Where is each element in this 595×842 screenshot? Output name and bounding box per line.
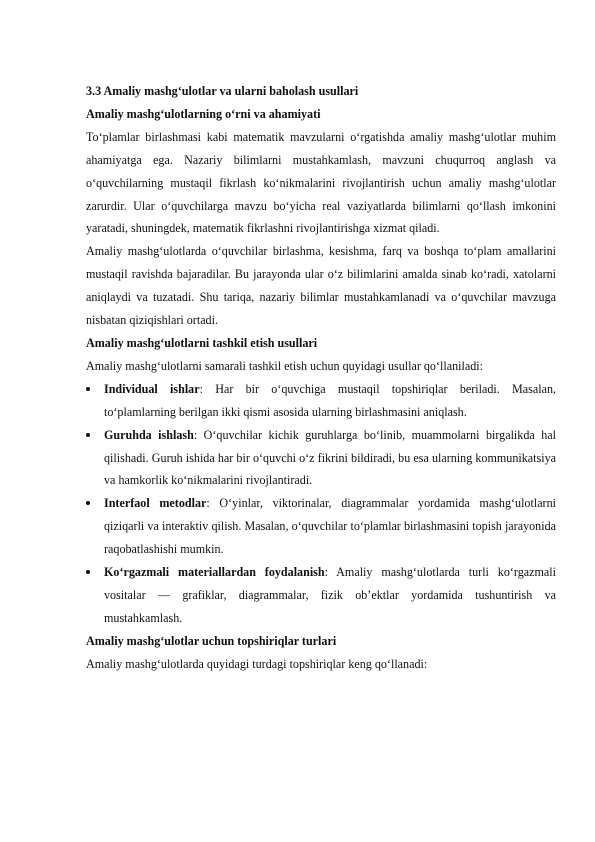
document-page xyxy=(86,80,556,676)
paragraph-operations: Amaliy mashg‘ulotlarda o‘quvchilar birlashma, kesishma, farq va boshqa to‘plam amallarini mustaqil ravishda bajaradilar. Bu jarayonda ular o‘z bilimlarini amalda sinab ko‘radi, xatolarni aniqlaydi va tuzatadi. Shu tariqa, nazariy bilimlar mustahkamlanadi va o‘quvchilar mavzuga nisbatan qiziqishlari ortadi. xyxy=(86,244,556,328)
subheading-role-importance: Amaliy mashg‘ulotlarning o‘rni va ahamiyati xyxy=(86,106,321,121)
methods-list xyxy=(86,378,556,630)
list-item-text: : Har bir o‘quvchiga mustaqil topshiriqlar beriladi. Masalan, to‘plamlarning berilgan ikki qismi asosida ularning birlashmasini aniqlash. xyxy=(104,381,557,419)
list-item-text: : O‘quvchilar kichik guruhlarga bo‘linib, muammolarni birgalikda hal qilishadi. Guruh ishida har bir o‘quvchi o‘z fikrini bildiradi, bu esa ularning kommunikatsiya va hamkorlik ko‘nikmalarini rivojlantiradi. xyxy=(104,427,556,488)
bullet-icon xyxy=(86,433,90,437)
list-item-lead: Individual ishlar xyxy=(104,381,200,396)
subheading-organization-methods: Amaliy mashg‘ulotlarni tashkil etish usullari xyxy=(86,335,318,350)
list-item-lead: Ko‘rgazmali materiallardan foydalanish xyxy=(104,565,325,580)
list-item-lead: Guruhda ishlash xyxy=(104,427,194,442)
bullet-icon xyxy=(86,570,90,574)
paragraph-intro: To‘plamlar birlashmasi kabi matematik mavzularni o‘rgatishda amaliy mashg‘ulotlar muhim ahamiyatga ega. Nazariy bilimlarni mustahkamlash, mavzuni chuqurroq anglash va o‘quvchilarning mustaqil fikrlash ko‘nikmalarini rivojlantirish uchun amaliy mashg‘ulotlar zarurdir. Ular o‘quvchilarga mavzu bo‘yicha real vaziyatlarda bilimlarni qo‘llash imkonini yaratadi, shuningdek, matematik fikrlashni rivojlantirishga xizmat qiladi. xyxy=(86,129,556,236)
list-item-text: : Amaliy mashg‘ulotlarda turli ko‘rgazmali vositalar — grafiklar, diagrammalar, fizik ob’ektlar yordamida tushuntirish va mustahkamlash. xyxy=(104,565,556,625)
section-title: 3.3 Amaliy mashg‘ulotlar va ularni baholash usullari xyxy=(86,84,359,98)
list-item xyxy=(86,424,556,493)
subheading-task-types: Amaliy mashg‘ulotlar uchun topshiriqlar turlari xyxy=(86,633,337,648)
list-item-lead: Interfaol metodlar xyxy=(104,496,207,511)
list-item xyxy=(86,561,556,630)
list-item xyxy=(86,378,556,424)
paragraph-methods-intro: Amaliy mashg‘ulotlarni samarali tashkil etish uchun quyidagi usullar qo‘llaniladi: xyxy=(86,358,483,373)
list-item-text: : O‘yinlar, viktorinalar, diagrammalar yordamida mashg‘ulotlarni qiziqarli va interaktiv qilish. Masalan, o‘quvchilar to‘plamlar birlashmasini topish jarayonida raqobatlashishi mumkin. xyxy=(104,496,556,557)
list-item xyxy=(86,492,556,561)
bullet-icon xyxy=(86,501,90,505)
paragraph-task-types-intro: Amaliy mashg‘ulotlarda quyidagi turdagi topshiriqlar keng qo‘llanadi: xyxy=(86,656,428,671)
bullet-icon xyxy=(86,387,90,391)
